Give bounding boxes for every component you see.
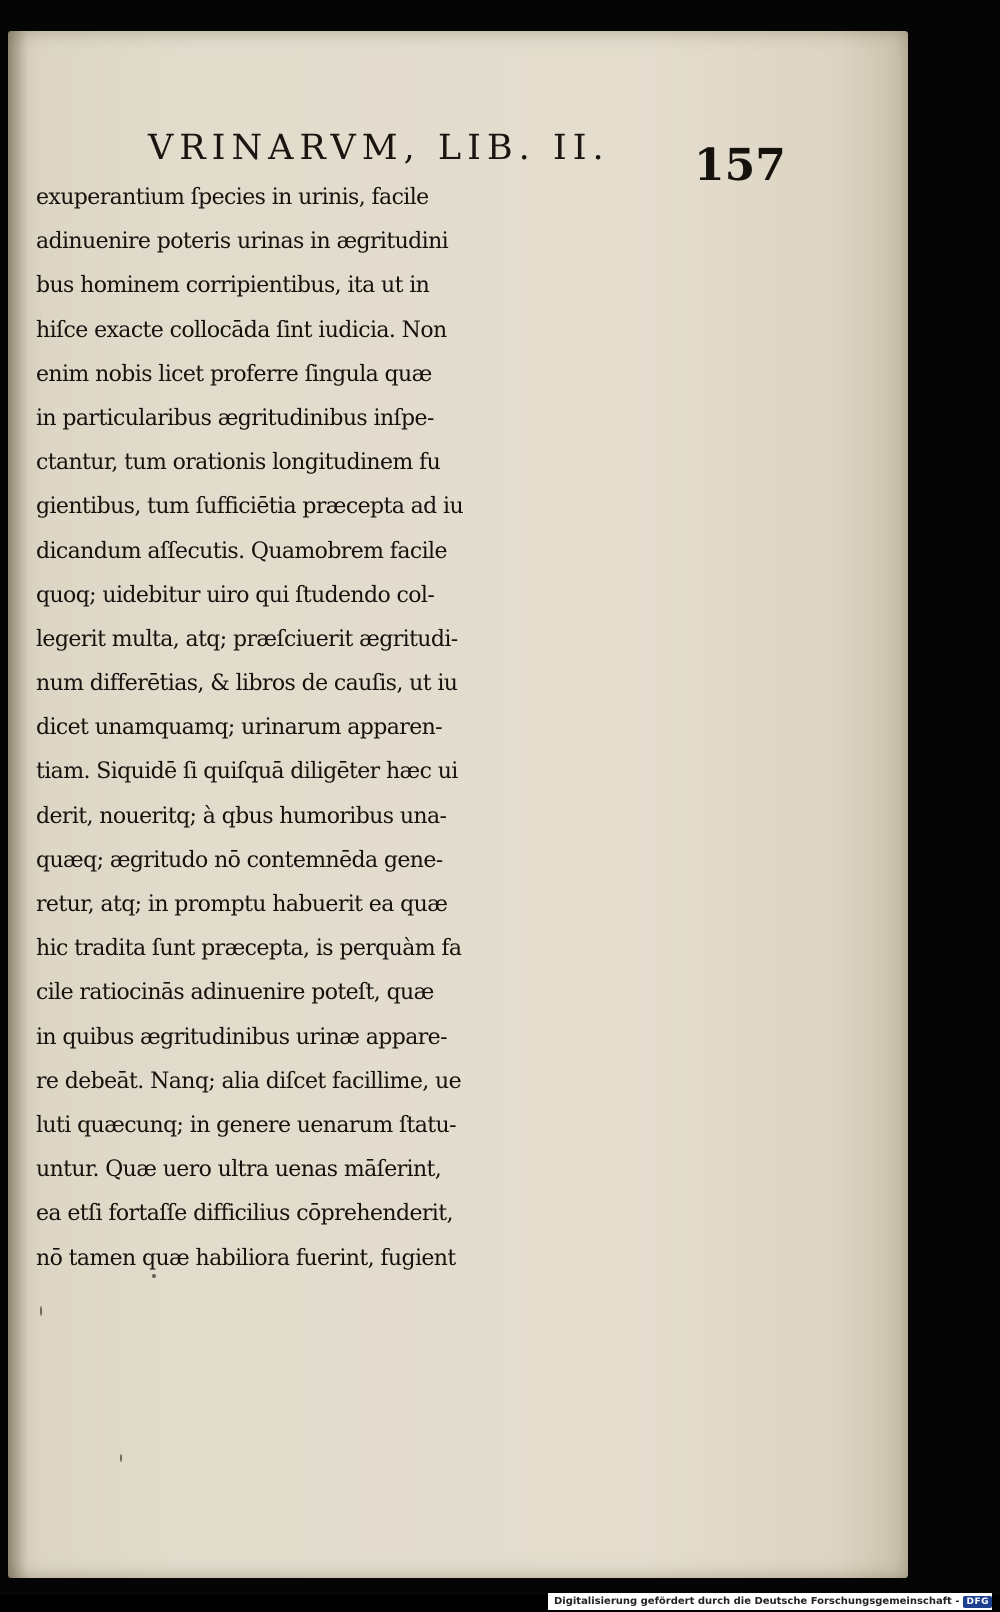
page-number: 157: [694, 140, 786, 191]
text-line: retur, atq; in promptu habuerit ea quæ: [36, 892, 448, 917]
text-line: legerit multa, atq; præſciuerit ægritudi-: [36, 626, 458, 652]
text-line: cile ratiocinās adinuenire poteſt, quæ: [36, 980, 434, 1006]
digitization-credit: [548, 1593, 992, 1610]
dfg-logo: DFG: [963, 1596, 992, 1608]
text-line: ea etſi fortaſſe difficilius cōprehenderit,: [36, 1201, 453, 1227]
text-line: dicet unamquamq; urinarum apparen-: [36, 715, 443, 741]
text-line: hic tradita ſunt præcepta, is perquàm fa: [36, 936, 462, 962]
text-line: adinuenire poteris urinas in ægritudini: [36, 229, 449, 255]
text-line: in quibus ægritudinibus urinæ appare-: [36, 1024, 447, 1050]
text-line: ctantur, tum orationis longitudinem fu: [36, 450, 441, 476]
text-line: untur. Quæ uero ultra uenas māſerint,: [36, 1157, 442, 1183]
gutter-shadow: [8, 31, 28, 1578]
body-text: [36, 176, 696, 1281]
text-line: in particularibus ægritudinibus inſpe-: [36, 405, 434, 431]
text-line: nō tamen quæ habiliora fuerint, fugient: [36, 1245, 456, 1271]
text-line: re debeāt. Nanq; alia diſcet facillime, ue: [36, 1068, 462, 1094]
text-line: enim nobis licet proferre ſingula quæ: [36, 361, 432, 387]
text-line: luti quæcunq; in genere uenarum ſtatu-: [36, 1112, 456, 1138]
text-line: dicandum aſſecutis. Quamobrem facile: [36, 538, 447, 564]
text-line: hiſce exacte collocāda ſint iudicia. Non: [36, 317, 447, 343]
text-line: num differētias, & libros de cauſis, ut iu: [36, 671, 458, 697]
paper-speck: [40, 1306, 42, 1316]
text-line: derit, noueritq; à qbus humoribus una-: [36, 803, 447, 829]
text-line: bus hominem corripientibus, ita ut in: [36, 273, 430, 299]
credit-text: Digitalisierung gefördert durch die Deutsche Forschungsgemeinschaft -: [553, 1596, 960, 1607]
text-line: tiam. Siquidē ſi quiſquā diligēter hæc ui: [36, 759, 458, 785]
text-line: exuperantium ſpecies in urinis, facile: [36, 185, 429, 210]
paper-speck: [152, 1274, 156, 1278]
text-line: quæq; ægritudo nō contemnēda gene-: [36, 847, 443, 873]
paper-speck: [120, 1454, 122, 1462]
text-line: quoq; uidebitur uiro qui ſtudendo col-: [36, 582, 435, 608]
running-head: VRINARVM, LIB. II.: [148, 128, 610, 168]
text-line: gientibus, tum ſufficiētia præcepta ad iu: [36, 494, 464, 520]
